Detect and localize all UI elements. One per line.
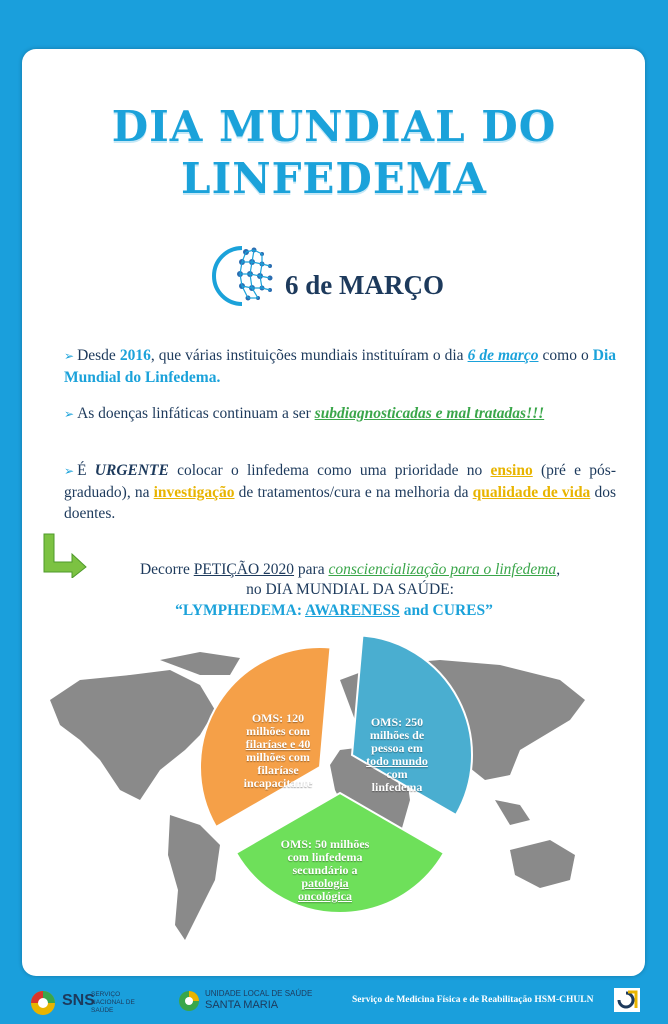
arrow-bullet-icon: ➢: [64, 407, 75, 421]
bullet-1: ➢ Desde 2016, que várias instituições mundiais instituíram o dia 6 de março como o Dia Mundial do Linfedema.: [64, 347, 616, 386]
pie-label-50: OMS: 50 milhões com linfedema secundário a patologia oncológica: [280, 837, 370, 903]
page-title-line2: LINFEDEMA: [181, 154, 487, 203]
bullet-3: ➢ É URGENTE colocar o linfedema como uma prioridade no ensino (pré e pós-graduado), na investigação de tratamentos/cura e na melhoria da qualidade de vida dos doentes.: [64, 462, 616, 522]
sns-logo-icon: [28, 988, 58, 1018]
uls-logo-icon: [176, 988, 202, 1014]
sns-subtitle: SERVIÇO NACIONAL DE SAÚDE: [91, 991, 135, 1014]
uls-name-line1: UNIDADE LOCAL DE SAÚDE: [205, 989, 313, 998]
page-title-line1: DIA MUNDIAL DO: [111, 102, 557, 151]
pie-label-120: OMS: 120 milhões com filaríase e 40 milhões com filaríase incapacitante: [243, 711, 313, 790]
event-date: 6 de MARÇO: [285, 270, 444, 300]
hsm-logo-icon: [614, 988, 640, 1012]
petition-line1: Decorre PETIÇÃO 2020 para consciencialização para o linfedema,: [139, 561, 561, 578]
pie-label-250: OMS: 250 milhões de pessoa em todo mundo com linfedema: [366, 715, 428, 794]
arrow-bullet-icon: ➢: [64, 464, 75, 478]
bullet-2: ➢ As doenças linfáticas continuam a ser subdiagnosticadas e mal tratadas!!!: [64, 405, 545, 422]
service-name: Serviço de Medicina Física e de Reabilitação HSM-CHULN: [352, 995, 594, 1005]
footer: [0, 984, 668, 1024]
arrow-bullet-icon: ➢: [64, 349, 75, 363]
uls-name-line2: SANTA MARIA: [205, 999, 279, 1011]
sns-name: SNS: [62, 992, 95, 1009]
petition-line2: no DIA MUNDIAL DA SAÚDE:: [246, 581, 454, 598]
petition-slogan: “LYMPHEDEMA: AWARENESS and CURES”: [175, 602, 493, 619]
